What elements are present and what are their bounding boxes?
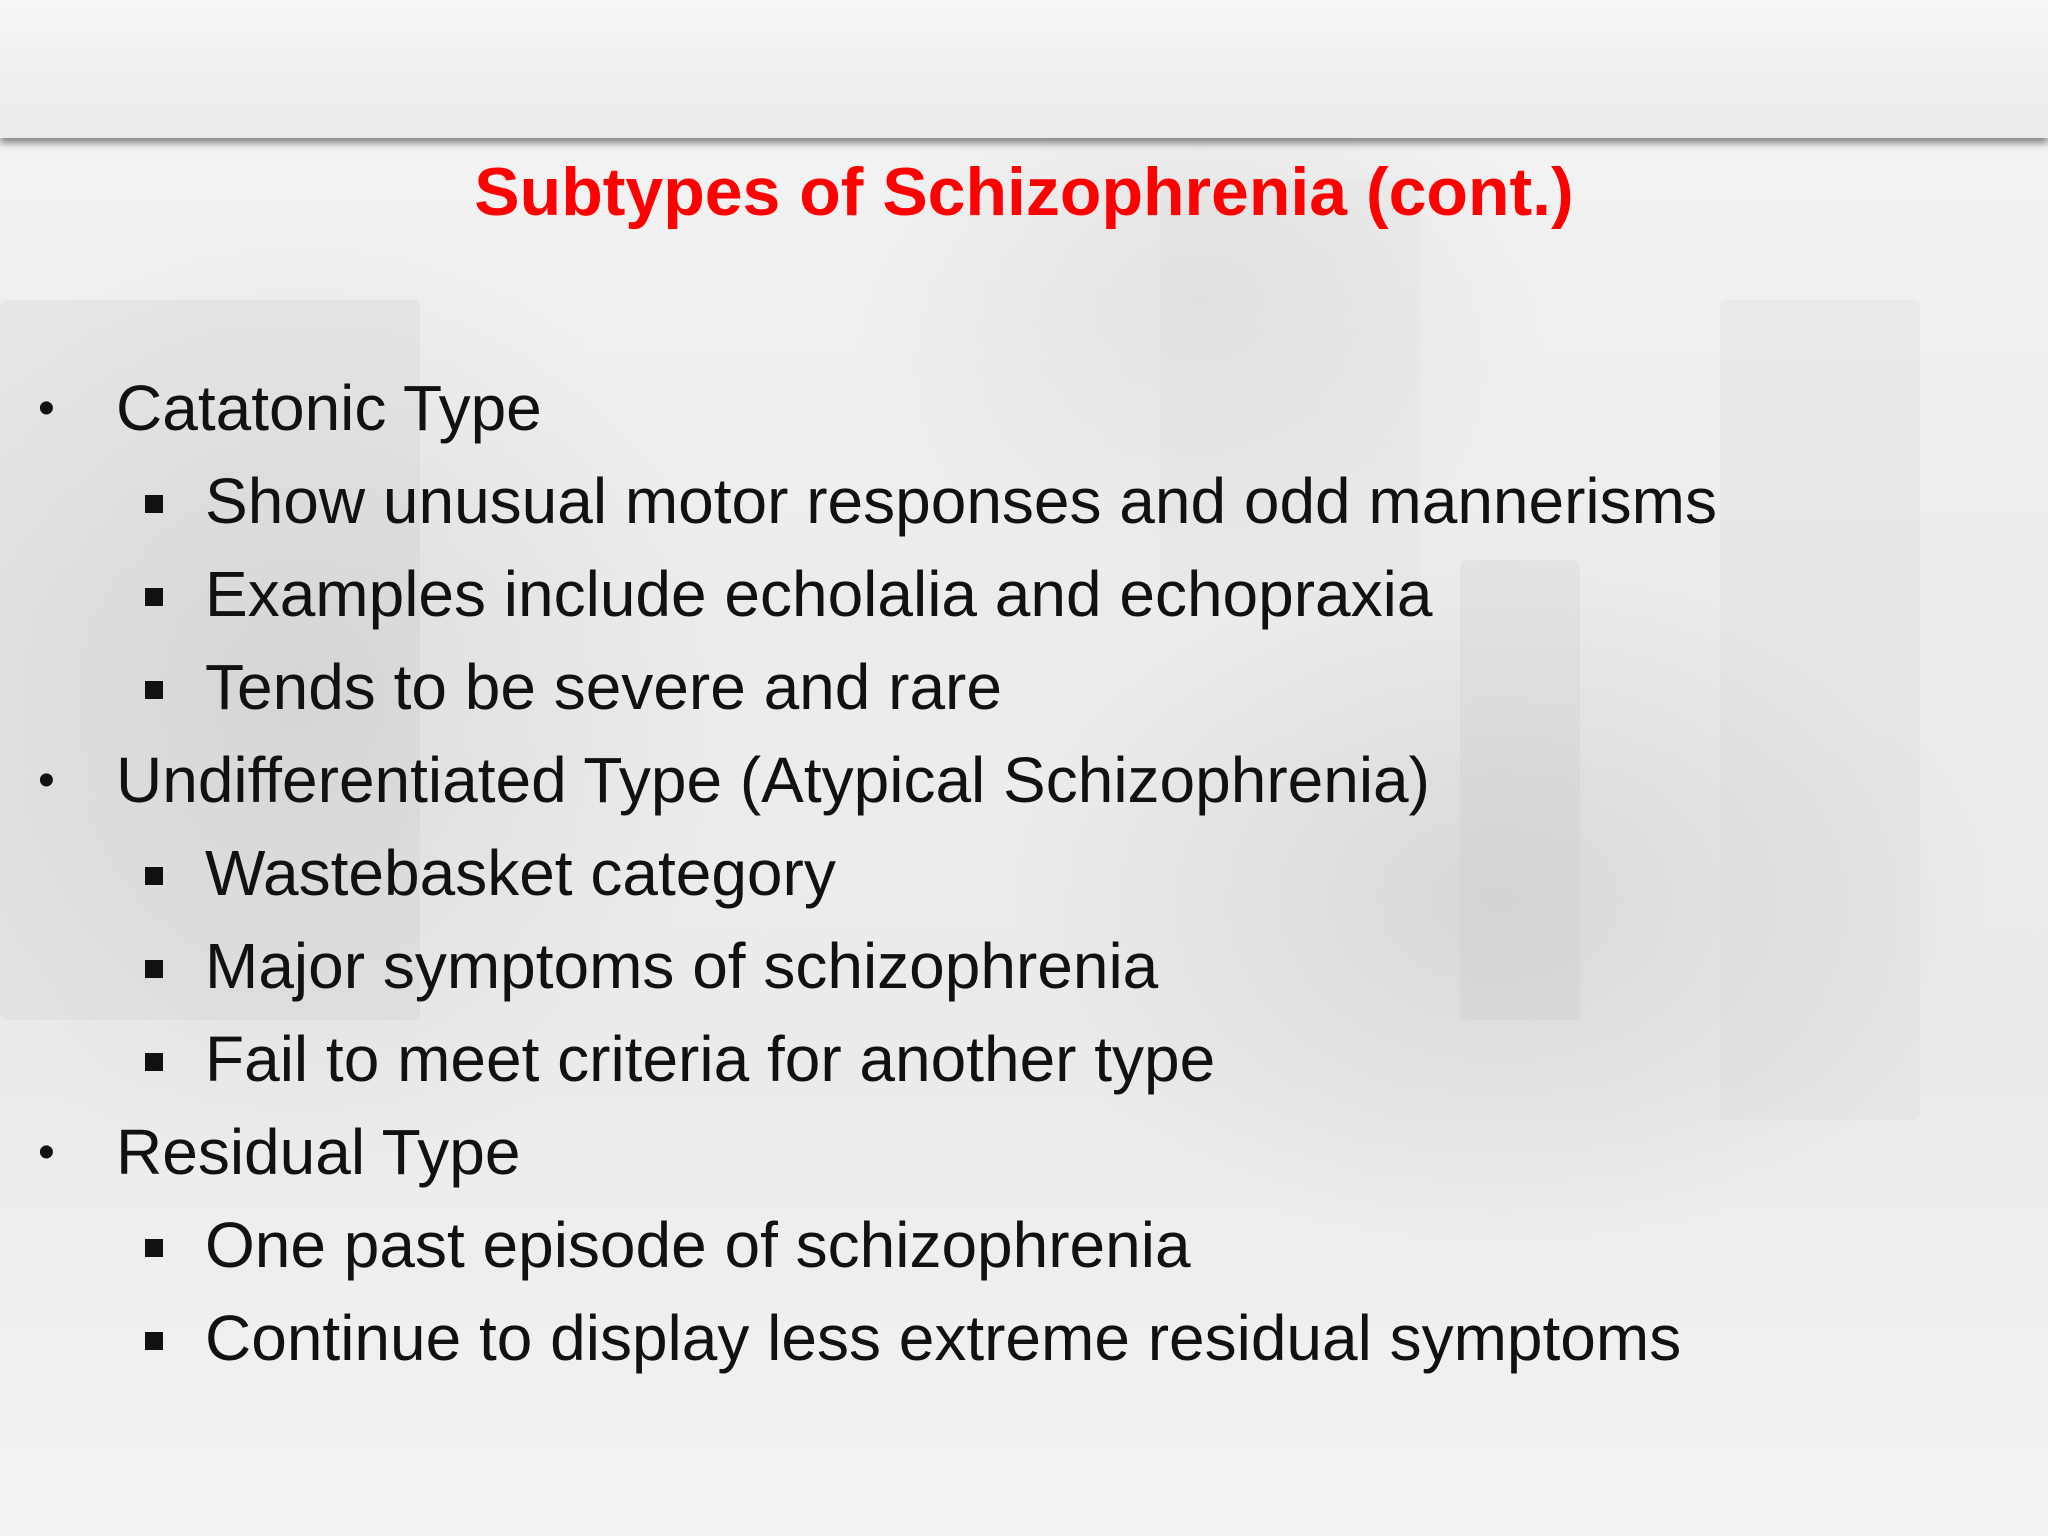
sub-bullet-item <box>0 1013 2048 1106</box>
header-band <box>0 0 2048 138</box>
bullet-dot-icon: • <box>38 1126 55 1179</box>
sub-bullet-text: Wastebasket category <box>205 837 836 909</box>
square-bullet-icon <box>145 1239 163 1257</box>
square-bullet-icon <box>145 1053 163 1071</box>
sub-bullet-item <box>0 1292 2048 1385</box>
slide-title: Subtypes of Schizophrenia (cont.) <box>474 154 1574 230</box>
bullet-item <box>0 1106 2048 1199</box>
sub-bullet-text: Examples include echolalia and echopraxia <box>205 558 1433 630</box>
bullet-item <box>0 362 2048 455</box>
square-bullet-icon <box>145 681 163 699</box>
square-bullet-icon <box>145 960 163 978</box>
bullet-item <box>0 734 2048 827</box>
sub-bullet-text: One past episode of schizophrenia <box>205 1209 1191 1281</box>
bullet-text: Undifferentiated Type (Atypical Schizophrenia) <box>116 744 1430 816</box>
bullet-text: Catatonic Type <box>116 372 542 444</box>
square-bullet-icon <box>145 495 163 513</box>
square-bullet-icon <box>145 867 163 885</box>
sub-bullet-text: Tends to be severe and rare <box>205 651 1002 723</box>
sub-bullet-item <box>0 548 2048 641</box>
bullet-text: Residual Type <box>116 1116 521 1188</box>
sub-bullet-item <box>0 641 2048 734</box>
sub-bullet-text: Show unusual motor responses and odd mannerisms <box>205 465 1717 537</box>
bullet-dot-icon: • <box>38 382 55 435</box>
sub-bullet-item <box>0 827 2048 920</box>
square-bullet-icon <box>145 588 163 606</box>
bullet-dot-icon: • <box>38 754 55 807</box>
sub-bullet-item <box>0 1199 2048 1292</box>
sub-bullet-text: Continue to display less extreme residual symptoms <box>205 1302 1682 1374</box>
square-bullet-icon <box>145 1332 163 1350</box>
sub-bullet-text: Fail to meet criteria for another type <box>205 1023 1216 1095</box>
sub-bullet-item <box>0 455 2048 548</box>
sub-bullet-text: Major symptoms of schizophrenia <box>205 930 1159 1002</box>
bullet-list <box>0 362 2048 1385</box>
sub-bullet-item <box>0 920 2048 1013</box>
